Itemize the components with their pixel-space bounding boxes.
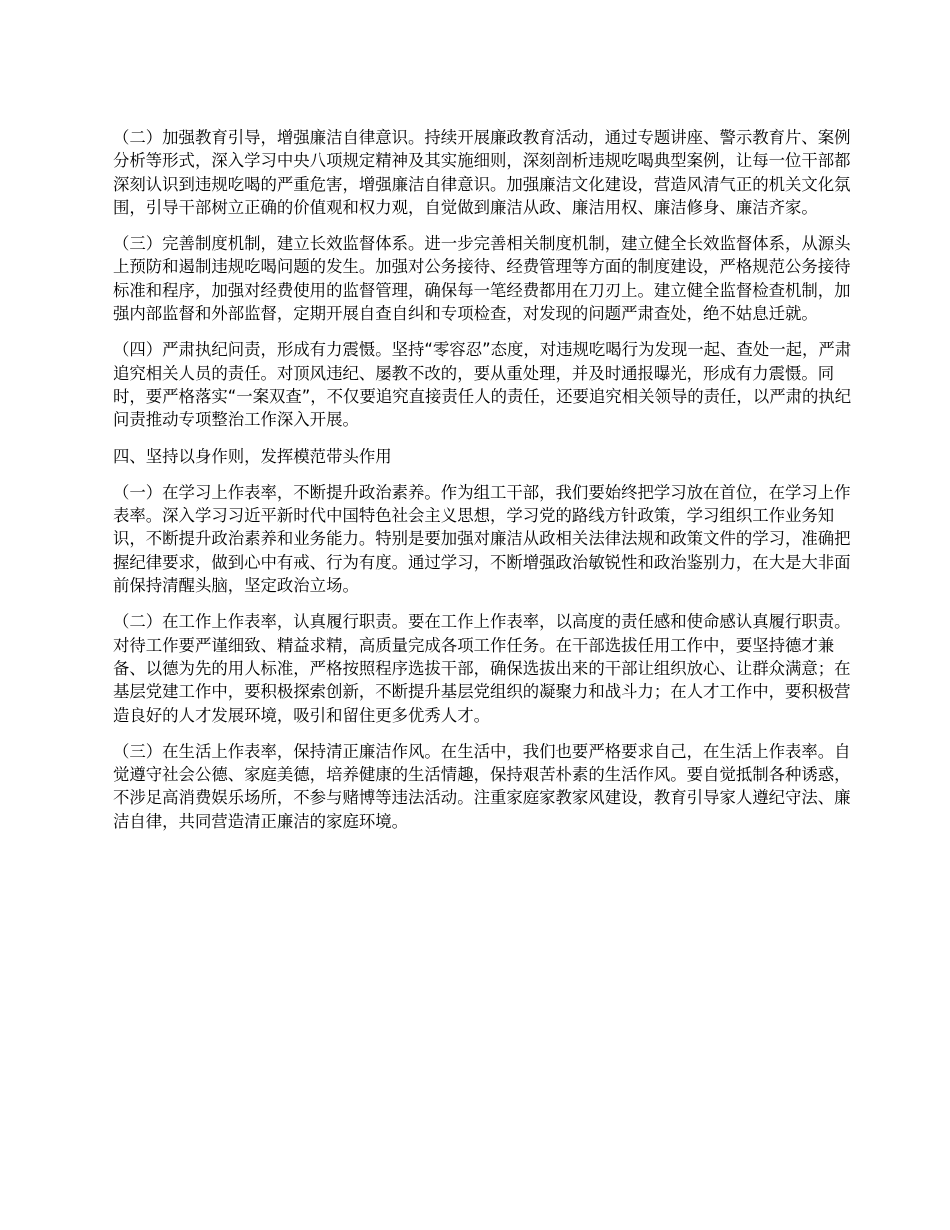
document-body [113,126,858,846]
paragraph-study-example: （一）在学习上作表率，不断提升政治素养。作为组工干部，我们要始终把学习放在首位，在学习上作表率。深入学习习近平新时代中国特色社会主义思想，学习党的路线方针政策，学习组织工作业务知识，不断提升政治素养和业务能力。特别是要加强对廉洁从政相关法律法规和政策文件的学习，准确把握纪律要求，做到心中有戒、行为有度。通过学习，不断增强政治敏锐性和政治鉴别力，在大是大非面前保持清醒头脑，坚定政治立场。 [113,482,851,596]
paragraph-discipline-accountability: （四）严肃执纪问责，形成有力震慑。坚持“零容忍”态度，对违规吃喝行为发现一起、查处一起，严肃追究相关人员的责任。对顶风违纪、屡教不改的，要从重处理，并及时通报曝光，形成有力震慑。同时，要严格落实“一案双查”，不仅要追究直接责任人的责任，还要追究相关领导的责任，以严肃的执纪问责推动专项整治工作深入开展。 [113,340,852,430]
paragraph-life-example: （三）在生活上作表率，保持清正廉洁作风。在生活中，我们也要严格要求自己，在生活上作表率。自觉遵守社会公德、家庭美德，培养健康的生活情趣，保持艰苦朴素的生活作风。要自觉抵制各种诱惑，不涉足高消费娱乐场所，不参与赌博等违法活动。注重家庭家教家风建设，教育引导家人遵纪守法、廉洁自律，共同营造清正廉洁的家庭环境。 [113,741,851,831]
section-heading: 四、坚持以身作则，发挥模范带头作用 [113,446,392,466]
paragraph-institution-mechanism: （三）完善制度机制，建立长效监督体系。进一步完善相关制度机制，建立健全长效监督体系，从源头上预防和遏制违规吃喝问题的发生。加强对公务接待、经费管理等方面的制度建设，严格规范公务接待标准和程序，加强对经费使用的监督管理，确保每一笔经费都用在刀刃上。建立健全监督检查机制，加强内部监督和外部监督，定期开展自查自纠和专项检查，对发现的问题严肃查处，绝不姑息迁就。 [113,234,851,324]
paragraph-work-example: （二）在工作上作表率，认真履行职责。要在工作上作表率，以高度的责任感和使命感认真履行职责。对待工作要严谨细致、精益求精，高质量完成各项工作任务。在干部选拔任用工作中，要坚持德才兼备、以德为先的用人标准，严格按照程序选拔干部，确保选拔出来的干部让组织放心、让群众满意；在基层党建工作中，要积极探索创新，不断提升基层党组织的凝聚力和战斗力；在人才工作中，要积极营造良好的人才发展环境，吸引和留住更多优秀人才。 [113,612,851,725]
paragraph-education-guidance: （二）加强教育引导，增强廉洁自律意识。持续开展廉政教育活动，通过专题讲座、警示教育片、案例分析等形式，深入学习中央八项规定精神及其实施细则，深刻剖析违规吃喝典型案例，让每一位干部都深刻认识到违规吃喝的严重危害，增强廉洁自律意识。加强廉洁文化建设，营造风清气正的机关文化氛围，引导干部树立正确的价值观和权力观，自觉做到廉洁从政、廉洁用权、廉洁修身、廉洁齐家。 [113,128,851,217]
